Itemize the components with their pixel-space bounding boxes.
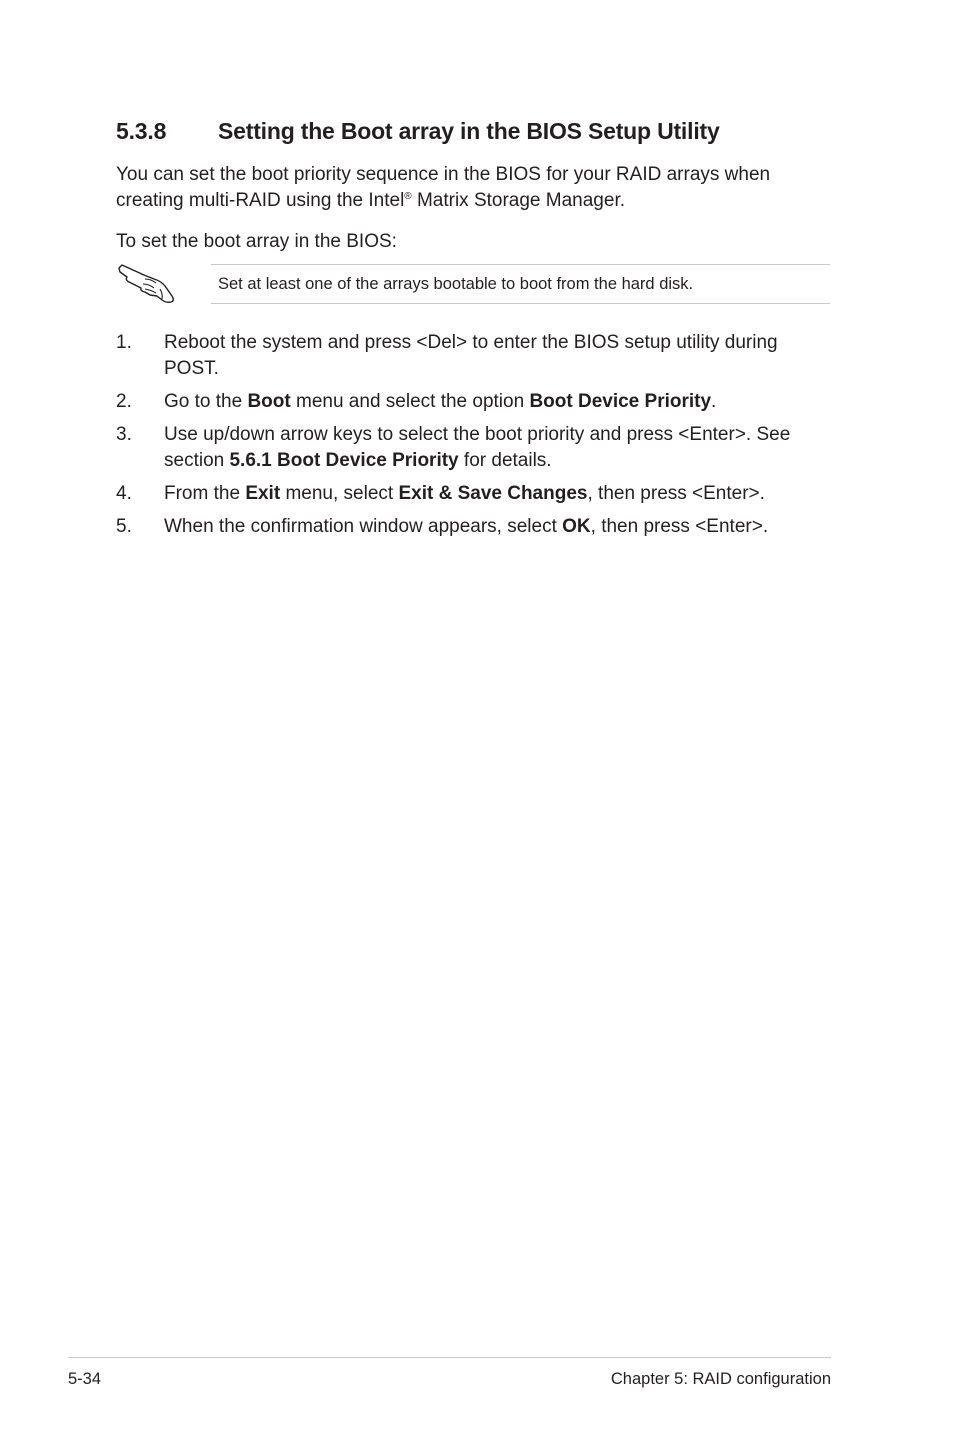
step-item bbox=[116, 330, 836, 382]
step-item bbox=[116, 422, 836, 474]
page-number: 5-34 bbox=[68, 1370, 102, 1388]
step-bold-text: Exit & Save Changes bbox=[398, 483, 588, 504]
step-text: From the bbox=[164, 483, 246, 504]
step-text: menu, select bbox=[280, 483, 399, 504]
step-text: Use up/down arrow keys to select the boot priority and press <Enter>. See section bbox=[164, 424, 791, 471]
step-bold-text: OK bbox=[562, 516, 591, 537]
intro-text-before: You can set the boot priority sequence in the BIOS for your RAID arrays when creating multi-RAID using the Intel bbox=[116, 164, 771, 211]
steps-list bbox=[116, 330, 836, 547]
note-box bbox=[211, 264, 830, 304]
step-text: , then press <Enter>. bbox=[590, 516, 769, 537]
step-bold-text: Boot bbox=[247, 391, 291, 412]
step-number: 2. bbox=[116, 391, 132, 412]
section-title: Setting the Boot array in the BIOS Setup Utility bbox=[218, 118, 720, 144]
step-item bbox=[116, 389, 836, 415]
intro-text-after: Matrix Storage Manager. bbox=[411, 190, 625, 211]
step-text: , then press <Enter>. bbox=[587, 483, 765, 504]
pointing-hand-icon bbox=[116, 258, 178, 304]
step-text: Go to the bbox=[164, 391, 248, 412]
note-text: Set at least one of the arrays bootable to boot from the hard disk. bbox=[218, 275, 694, 293]
step-bold-text: Boot Device Priority bbox=[529, 391, 712, 412]
step-text: Reboot the system and press <Del> to enter the BIOS setup utility during POST. bbox=[164, 332, 778, 379]
step-text: for details. bbox=[458, 450, 552, 471]
step-number: 1. bbox=[116, 332, 132, 353]
intro-paragraph bbox=[116, 162, 836, 214]
step-number: 5. bbox=[116, 516, 132, 537]
step-bold-text: 5.6.1 Boot Device Priority bbox=[229, 450, 459, 471]
step-item bbox=[116, 481, 836, 507]
step-item bbox=[116, 514, 836, 540]
section-heading bbox=[116, 118, 720, 145]
lead-paragraph: To set the boot array in the BIOS: bbox=[116, 231, 397, 252]
step-number: 3. bbox=[116, 424, 132, 445]
step-number: 4. bbox=[116, 483, 132, 504]
step-bold-text: Exit bbox=[245, 483, 281, 504]
registered-mark: ® bbox=[404, 191, 412, 202]
chapter-title: Chapter 5: RAID configuration bbox=[610, 1370, 831, 1388]
step-text: menu and select the option bbox=[290, 391, 530, 412]
step-text: When the confirmation window appears, select bbox=[164, 516, 563, 537]
footer-divider bbox=[68, 1357, 831, 1358]
section-number: 5.3.8 bbox=[116, 118, 167, 144]
step-text: . bbox=[711, 391, 717, 412]
